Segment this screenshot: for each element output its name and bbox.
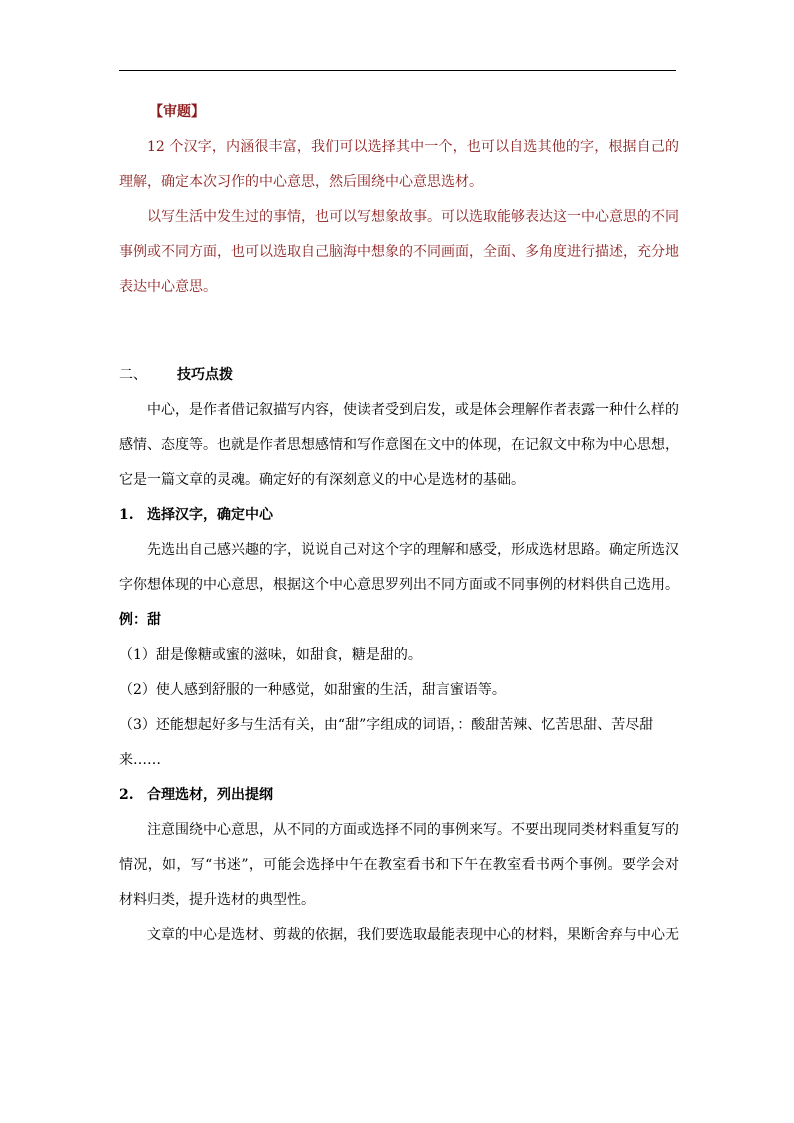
item-1-heading: [119, 498, 679, 533]
item-1-body: 先选出自己感兴趣的字，说说自己对这个字的理解和感受，形成选材思路。确定所选汉字你想体现的中心意思，根据这个中心意思罗列出不同方面或不同事例的材料供自己选用。: [119, 542, 679, 593]
item-2-title: 合理选材，列出提纲: [147, 787, 273, 803]
section-2-heading: [119, 358, 679, 393]
item-1-title: 选择汉字，确定中心: [147, 507, 273, 523]
shenti-paragraph-2: 以写生活中发生过的事情，也可以写想象故事。可以选取能够表达这一中心意思的不同事例或不同方面，也可以选取自己脑海中想象的不同画面，全面、多角度进行描述，充分地表达中心意思。: [119, 209, 679, 295]
spacer: [119, 305, 679, 358]
section-2-intro: 中心，是作者借记叙描写内容，使读者受到启发，或是体会理解作者表露一种什么样的感情、态度等。也就是作者思想感情和写作意图在文中的体现，在记叙文中称为中心思想，它是一篇文章的灵魂。确定好的有深刻意义的中心是选材的基础。: [119, 402, 679, 488]
item-2-number: 2.: [119, 787, 134, 803]
example-item-2: （2）使人感到舒服的一种感觉，如甜蜜的生活，甜言蜜语等。: [119, 682, 506, 698]
shenti-heading: 【审题】: [149, 104, 205, 120]
item-2-body-1: 注意围绕中心意思，从不同的方面或选择不同的事例来写。不要出现同类材料重复写的情况，如，写“书迷”，可能会选择中午在教室看书和下午在教室看书两个事例。要学会对材料归类，提升选材的典型性。: [119, 822, 679, 908]
document-body: [119, 95, 679, 953]
example-label: 例：甜: [119, 612, 161, 628]
item-2-heading: [119, 778, 679, 813]
item-2-body-2: 文章的中心是选材、剪裁的依据，我们要选取最能表现中心的材料，果断舍弃与中心无: [147, 927, 679, 943]
section-2-number: 二、: [119, 367, 147, 383]
section-2-title: 技巧点拨: [177, 367, 233, 383]
example-item-3: （3）还能想起好多与生活有关，由“甜”字组成的词语，：酸甜苦辣、忆苦思甜、苦尽甜来……: [119, 717, 654, 768]
item-1-number: 1.: [119, 507, 134, 523]
header-rule: [119, 70, 676, 71]
shenti-paragraph-1: 12 个汉字，内涵很丰富，我们可以选择其中一个，也可以自选其他的字，根据自己的理解，确定本次习作的中心意思，然后围绕中心意思选材。: [119, 139, 679, 190]
example-item-1: （1）甜是像糖或蜜的滋味，如甜食，糖是甜的。: [119, 647, 422, 663]
